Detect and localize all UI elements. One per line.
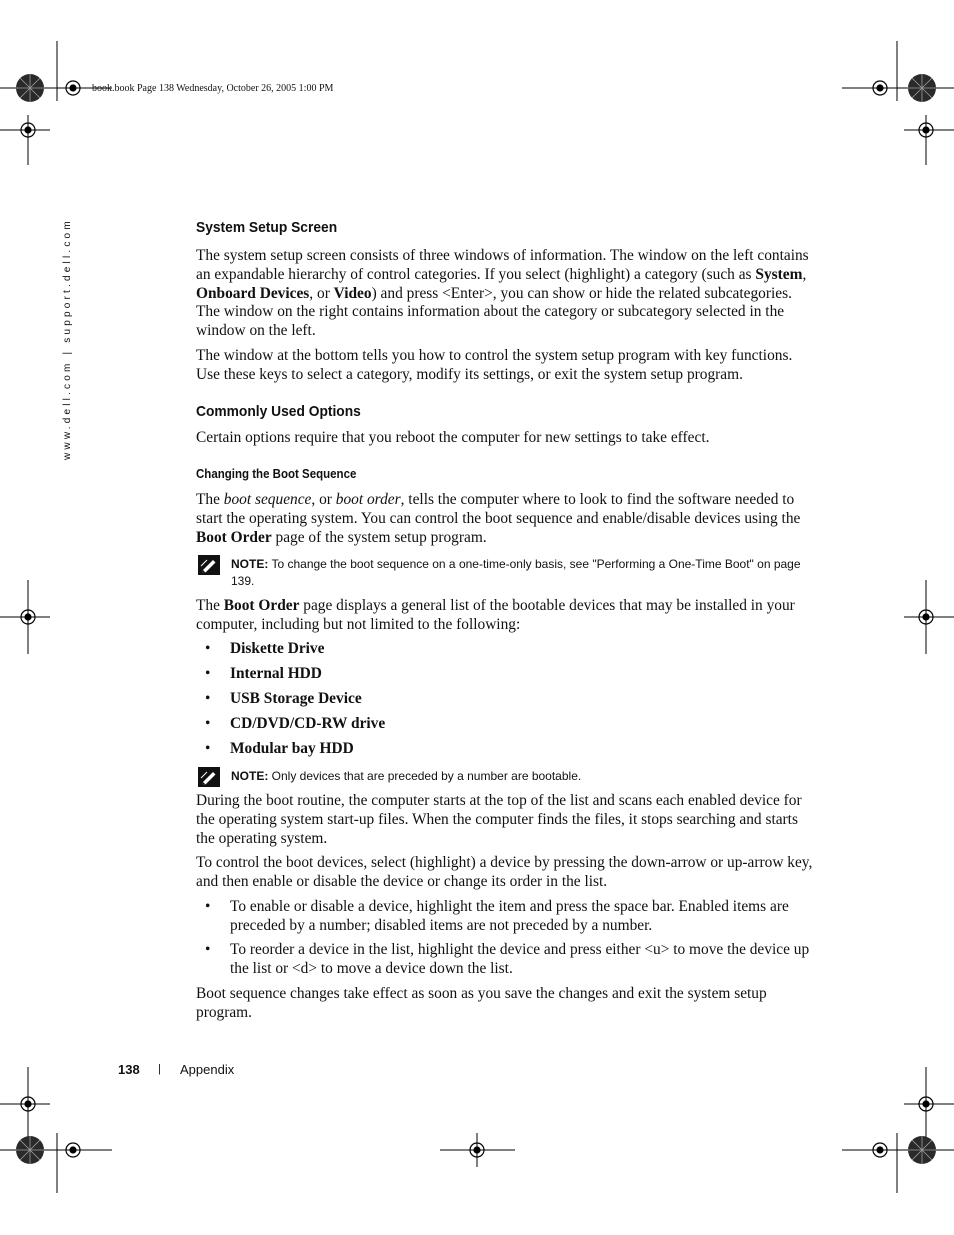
print-header: book.book Page 138 Wednesday, October 26, 2005 1:00 PM [92, 83, 334, 94]
paragraph-system-setup-1: The system setup screen consists of three windows of information. The window on the left contains an expandable hierarchy of control categories. If you select (highlight) a category (such as System, Onboard Devices, or Video) and press <Enter>, you can show or hide the related subcategories. The window on the right contains information about the category or subcategory selected in the window on the left. [196, 247, 809, 340]
note-one-time-boot [196, 555, 814, 591]
heading-commonly-used-options: Commonly Used Options [196, 403, 361, 420]
footer-separator: | [158, 1063, 161, 1075]
paragraph-common-options: Certain options require that you reboot the computer for new settings to take effect. [196, 429, 710, 446]
list-item: • To reorder a device in the list, highlight the device and press either <u> to move the device up the list or <d> to move a device down the list. [205, 941, 810, 977]
page-number: 138 [118, 1062, 140, 1077]
list-item: • CD/DVD/CD-RW drive [205, 714, 386, 732]
paragraph-system-setup-2: The window at the bottom tells you how to control the system setup program with key functions. Use these keys to select a category, modify its settings, or exit the system setup program. [196, 347, 793, 383]
heading-system-setup-screen: System Setup Screen [196, 219, 338, 236]
paragraph-boot-order-list-intro: The Boot Order page displays a general list of the bootable devices that may be installed in your computer, including but not limited to the following: [196, 597, 795, 633]
list-item: • USB Storage Device [205, 689, 362, 707]
note-pencil-icon [198, 555, 220, 575]
paragraph-boot-sequence-changes: Boot sequence changes take effect as soon as you save the changes and exit the system setup program. [196, 985, 767, 1021]
heading-changing-boot-sequence: Changing the Boot Sequence [196, 467, 357, 481]
sidebar-url: www.dell.com | support.dell.com [62, 218, 73, 460]
list-item: • To enable or disable a device, highlight the item and press the space bar. Enabled items are preceded by a number; disabled items are not preceded by a number. [205, 898, 789, 934]
paragraph-boot-sequence-1: The boot sequence, or boot order, tells the computer where to look to find the software needed to start the operating system. You can control the boot sequence and enable/disable devices using the Boot Order page of the system setup program. [196, 491, 801, 546]
note-bootable-devices [196, 767, 814, 789]
list-item: • Internal HDD [205, 664, 322, 682]
list-item: • Modular bay HDD [205, 739, 354, 757]
footer-section-name: Appendix [180, 1062, 235, 1077]
note-text: NOTE: Only devices that are preceded by a number are bootable. [231, 769, 582, 783]
list-item: • Diskette Drive [205, 640, 325, 657]
note-text: NOTE: To change the boot sequence on a one-time-only basis, see "Performing a One-Time Boot" on page 139. [231, 557, 801, 588]
paragraph-boot-routine: During the boot routine, the computer starts at the top of the list and scans each enabled device for the operating system start-up files. When the computer finds the files, it stops searching and starts the operating system. [196, 792, 802, 847]
boot-device-steps-list [196, 898, 814, 979]
note-pencil-icon [198, 767, 220, 787]
bootable-devices-list [196, 640, 814, 759]
paragraph-control-boot-devices: To control the boot devices, select (highlight) a device by pressing the down-arrow or up-arrow key, and then enable or disable the device or change its order in the list. [196, 854, 813, 890]
